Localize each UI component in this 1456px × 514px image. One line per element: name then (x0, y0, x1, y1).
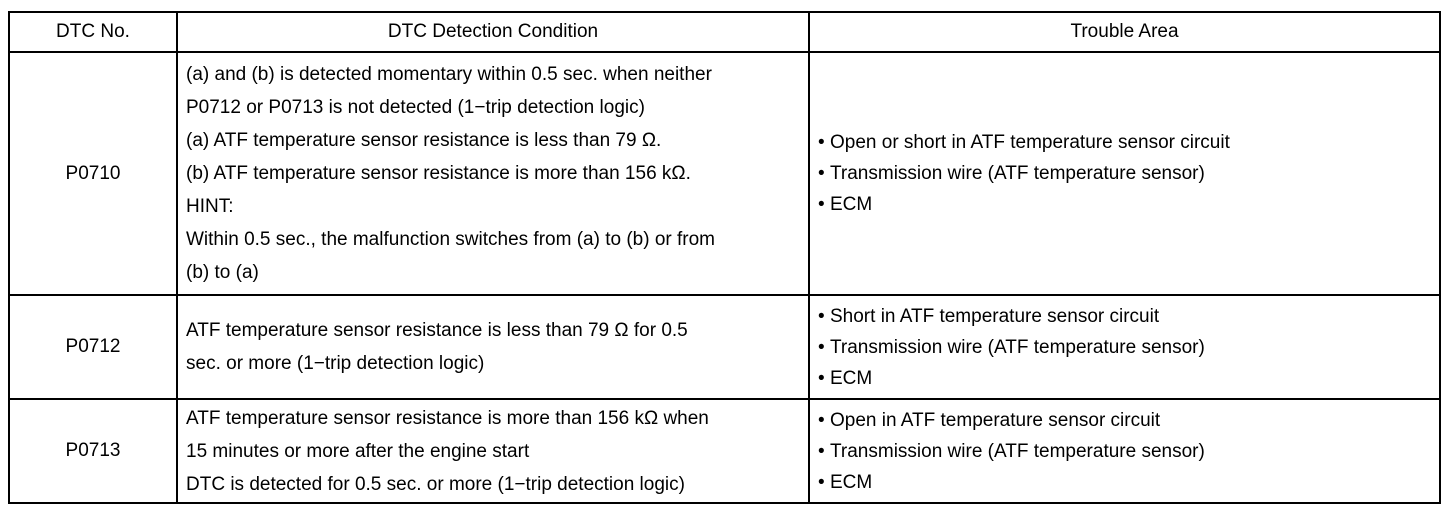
trouble-area-text: ECM (830, 471, 873, 493)
condition-line: P0712 or P0713 is not detected (1−trip detection logic) (186, 97, 645, 118)
trouble-area-text: Transmission wire (ATF temperature sensor) (830, 163, 1205, 184)
detection-condition-cell (177, 399, 809, 503)
dtc-code-cell: P0710 (9, 52, 177, 295)
trouble-area-item (818, 467, 1439, 498)
condition-line: HINT: (186, 196, 234, 217)
trouble-area-cell (809, 52, 1440, 295)
trouble-area-text: ECM (830, 194, 873, 215)
bullet-icon: • (818, 132, 825, 153)
trouble-area-cell (809, 295, 1440, 399)
table-row (9, 399, 1440, 503)
table-body (9, 52, 1440, 503)
trouble-area-text: Open in ATF temperature sensor circuit (830, 409, 1161, 431)
condition-line: (a) ATF temperature sensor resistance is less than 79 Ω. (186, 130, 662, 151)
table-row (9, 295, 1440, 399)
condition-line: ATF temperature sensor resistance is less than 79 Ω for 0.5 (186, 320, 688, 341)
trouble-area-text: Open or short in ATF temperature sensor circuit (830, 132, 1230, 153)
dtc-code-cell: P0713 (9, 399, 177, 503)
bullet-icon: • (818, 471, 825, 493)
header-row (9, 12, 1440, 52)
trouble-area-item (818, 158, 1439, 189)
condition-line: DTC is detected for 0.5 sec. or more (1−trip detection logic) (186, 473, 685, 495)
condition-line: (a) and (b) is detected momentary within 0.5 sec. when neither (186, 64, 712, 85)
condition-line: sec. or more (1−trip detection logic) (186, 353, 485, 374)
dtc-table (8, 11, 1441, 504)
bullet-icon: • (818, 163, 825, 184)
trouble-area-text: Transmission wire (ATF temperature sensor) (830, 336, 1205, 358)
condition-line: (b) ATF temperature sensor resistance is more than 156 kΩ. (186, 163, 691, 184)
bullet-icon: • (818, 194, 825, 215)
table-row (9, 52, 1440, 295)
trouble-area-item (818, 436, 1439, 467)
condition-line: Within 0.5 sec., the malfunction switches from (a) to (b) or from (186, 229, 716, 250)
trouble-area-item (818, 405, 1439, 436)
trouble-area-text: Transmission wire (ATF temperature sensor) (830, 440, 1205, 462)
header-detection-condition: DTC Detection Condition (177, 12, 809, 52)
trouble-area-item (818, 127, 1439, 158)
bullet-icon: • (818, 367, 825, 389)
trouble-area-item (818, 332, 1439, 363)
condition-line: ATF temperature sensor resistance is more than 156 kΩ when (186, 407, 709, 429)
condition-line: (b) to (a) (186, 262, 259, 283)
bullet-icon: • (818, 305, 825, 327)
detection-condition-cell (177, 52, 809, 295)
trouble-area-text: Short in ATF temperature sensor circuit (830, 305, 1160, 327)
bullet-icon: • (818, 409, 825, 431)
trouble-area-cell (809, 399, 1440, 503)
trouble-area-item (818, 363, 1439, 394)
detection-condition-cell (177, 295, 809, 399)
trouble-area-text: ECM (830, 367, 873, 389)
dtc-code-cell: P0712 (9, 295, 177, 399)
trouble-area-item (818, 301, 1439, 332)
condition-line: 15 minutes or more after the engine start (186, 440, 530, 462)
bullet-icon: • (818, 336, 825, 358)
header-trouble-area: Trouble Area (809, 12, 1440, 52)
trouble-area-item (818, 189, 1439, 220)
header-dtc-no: DTC No. (9, 12, 177, 52)
bullet-icon: • (818, 440, 825, 462)
